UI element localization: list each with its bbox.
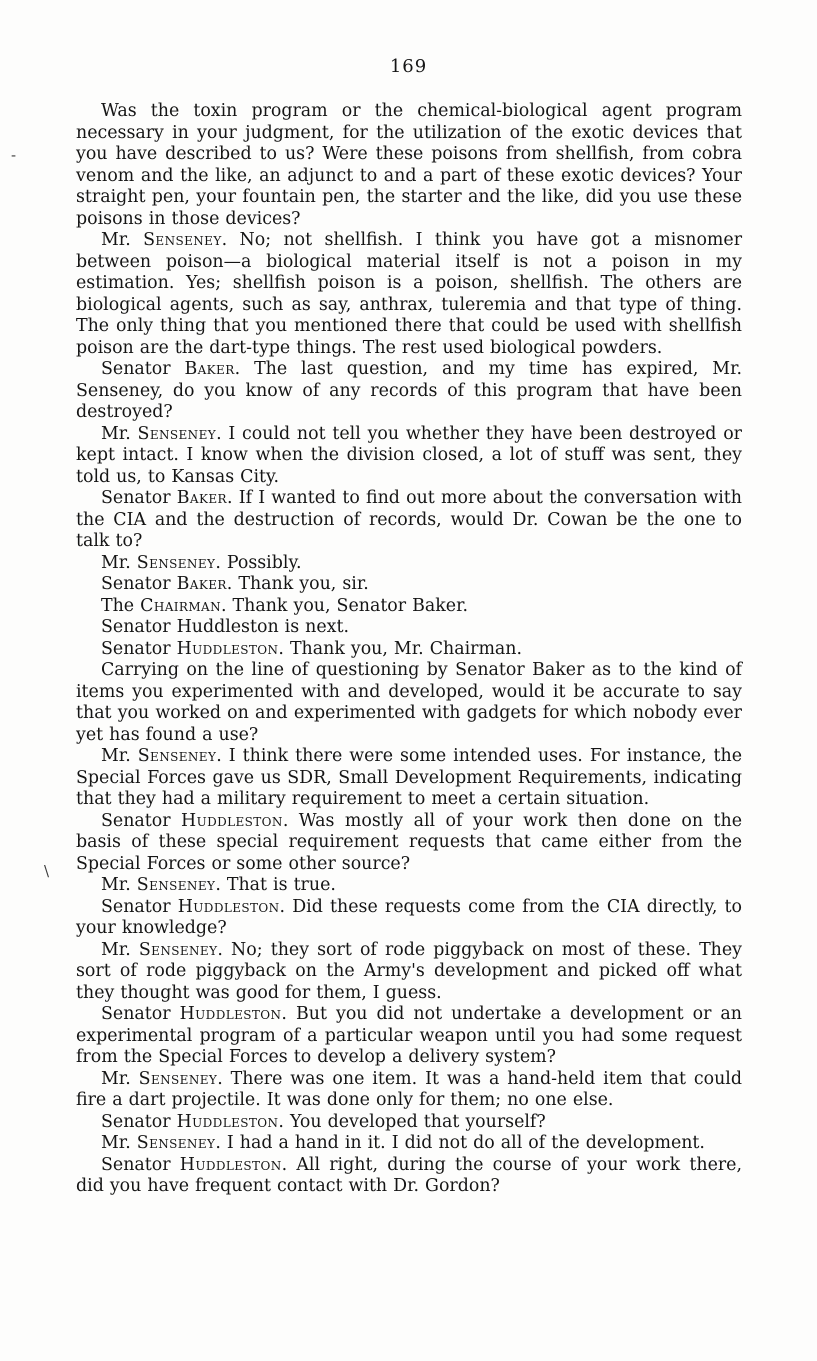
speaker-name: Senator Huddleston xyxy=(101,1004,282,1024)
speaker-surname: Huddleston xyxy=(177,896,280,917)
speaker-surname: Baker xyxy=(176,488,227,508)
transcript-paragraph: Senator Huddleston. Did these requests come from the CIA directly, to your knowledge? xyxy=(76,896,742,938)
speaker-surname: Huddleston xyxy=(176,1111,279,1132)
speaker-name: The Chairman xyxy=(101,595,221,616)
transcript-paragraph: Senator Huddleston is next. xyxy=(101,617,350,637)
transcript-paragraph: Senator Huddleston. But you did not undertake a development or an experimental program of a particular weapon until you had some request from the Special Forces to develop a delivery system? xyxy=(76,1004,742,1067)
speaker-surname: Huddleston xyxy=(179,1154,282,1175)
transcript-paragraph: Mr. Senseney. I could not tell you whether they have been destroyed or kept intact. I know when the division closed, a lot of stuff was sent, they told us, to Kansas City. xyxy=(76,423,742,487)
transcript-paragraph: Senator Baker. If I wanted to find out more about the conversation with the CIA and the destruction of records, would Dr. Cowan be the one to talk to? xyxy=(76,488,742,551)
speaker-surname: Senseney xyxy=(137,746,217,766)
speaker-surname: Senseney xyxy=(136,552,216,573)
speaker-name: Senator Baker xyxy=(101,574,227,594)
transcript-paragraph: Senator Huddleston. Thank you, Mr. Chairman. xyxy=(101,638,523,659)
transcript-paragraph: Mr. Senseney. Possibly. xyxy=(101,552,302,573)
transcript-paragraph: Senator Baker. The last question, and my time has expired, Mr. Senseney, do you know of any records of this program that have been destroyed? xyxy=(76,359,742,422)
transcript-paragraph: Senator Huddleston. All right, during the course of your work there, did you have frequent contact with Dr. Gordon? xyxy=(76,1154,743,1196)
speaker-surname: Baker xyxy=(184,359,235,379)
transcript-paragraph: Mr. Senseney. That is true. xyxy=(101,875,336,895)
scan-artifact: \ xyxy=(44,862,50,880)
transcript-paragraph: Mr. Senseney. I think there were some intended uses. For instance, the Special Forces gave us SDR, Small Development Requirements, indicating that they had a military requirement to meet a certain situation. xyxy=(76,746,743,809)
speaker-surname: Senseney xyxy=(138,939,218,960)
speaker-name: Senator Baker xyxy=(101,359,235,379)
speaker-name: Mr. Senseney xyxy=(101,1133,216,1153)
speaker-name: Mr. Senseney xyxy=(101,939,218,960)
speaker-name: Senator Huddleston xyxy=(101,810,283,831)
transcript-paragraph: Mr. Senseney. There was one item. It was a hand-held item that could fire a dart projectile. It was done only for them; no one else. xyxy=(76,1068,743,1110)
transcript-paragraph: Mr. Senseney. No; not shellfish. I think you have got a misnomer between poison—a biological material itself is not a poison in my estimation. Yes; shellfish poison is a poison, shellfish. The others are biological agents, such as say, anthrax, tuleremia and that type of thing. The only thing that you mentioned there that could be used with shellfish poison are the dart-type things. The rest used biological powders. xyxy=(76,230,743,358)
transcript-paragraph: Senator Huddleston. Was mostly all of your work then done on the basis of these special requirement requests that came either from the Special Forces or some other source? xyxy=(76,810,742,874)
transcript-paragraph: Mr. Senseney. No; they sort of rode piggyback on most of these. They sort of rode piggyback on the Army's development and picked off what they thought was good for them, I guess. xyxy=(76,939,743,1003)
speaker-surname: Senseney xyxy=(136,1133,216,1153)
transcript-body xyxy=(76,101,742,1198)
speaker-name: Mr. Senseney xyxy=(101,875,216,895)
speaker-surname: Huddleston xyxy=(176,638,279,659)
speaker-name: Mr. Senseney xyxy=(101,1068,218,1089)
speaker-name: Senator Huddleston xyxy=(101,638,279,659)
transcript-paragraph: The Chairman. Thank you, Senator Baker. xyxy=(101,595,469,616)
transcript-paragraph: Was the toxin program or the chemical-biological agent program necessary in your judgment, for the utilization of the exotic devices that you have described to us? Were these poisons from shellfish, from cobra venom and the like, an adjunct to and a part of these exotic devices? Your straight pen, your fountain pen, the starter and the like, did you use these poisons in those devices? xyxy=(76,101,742,229)
speaker-name: Senator Huddleston xyxy=(101,1154,282,1175)
speaker-surname: Senseney xyxy=(136,875,216,895)
speaker-name: Mr. Senseney xyxy=(101,746,217,766)
scan-artifact: - xyxy=(11,146,17,164)
speaker-name: Senator Huddleston xyxy=(101,1111,279,1132)
speaker-surname: Baker xyxy=(176,574,227,594)
speaker-surname: Chairman xyxy=(140,595,221,616)
speaker-name: Mr. Senseney xyxy=(101,423,217,444)
speaker-surname: Huddleston xyxy=(179,1004,282,1024)
speaker-surname: Senseney xyxy=(143,230,222,250)
speaker-surname: Senseney xyxy=(138,1068,218,1089)
transcript-paragraph: Carrying on the line of questioning by Senator Baker as to the kind of items you experimented with and developed, would it be accurate to say that you worked on and experimented with gadgets for which nobody ever yet has found a use? xyxy=(76,660,742,745)
speaker-name: Mr. Senseney xyxy=(101,230,222,250)
speaker-surname: Huddleston xyxy=(181,810,283,831)
transcript-paragraph: Senator Baker. Thank you, sir. xyxy=(101,574,369,594)
speaker-name: Senator Huddleston xyxy=(101,896,280,917)
speaker-name: Mr. Senseney xyxy=(101,552,216,573)
page-number: 169 xyxy=(389,56,428,77)
speaker-name: Senator Baker xyxy=(101,488,227,508)
transcript-paragraph: Mr. Senseney. I had a hand in it. I did not do all of the development. xyxy=(101,1133,705,1153)
transcript-paragraph: Senator Huddleston. You developed that yourself? xyxy=(101,1111,546,1132)
speaker-surname: Senseney xyxy=(137,423,217,444)
